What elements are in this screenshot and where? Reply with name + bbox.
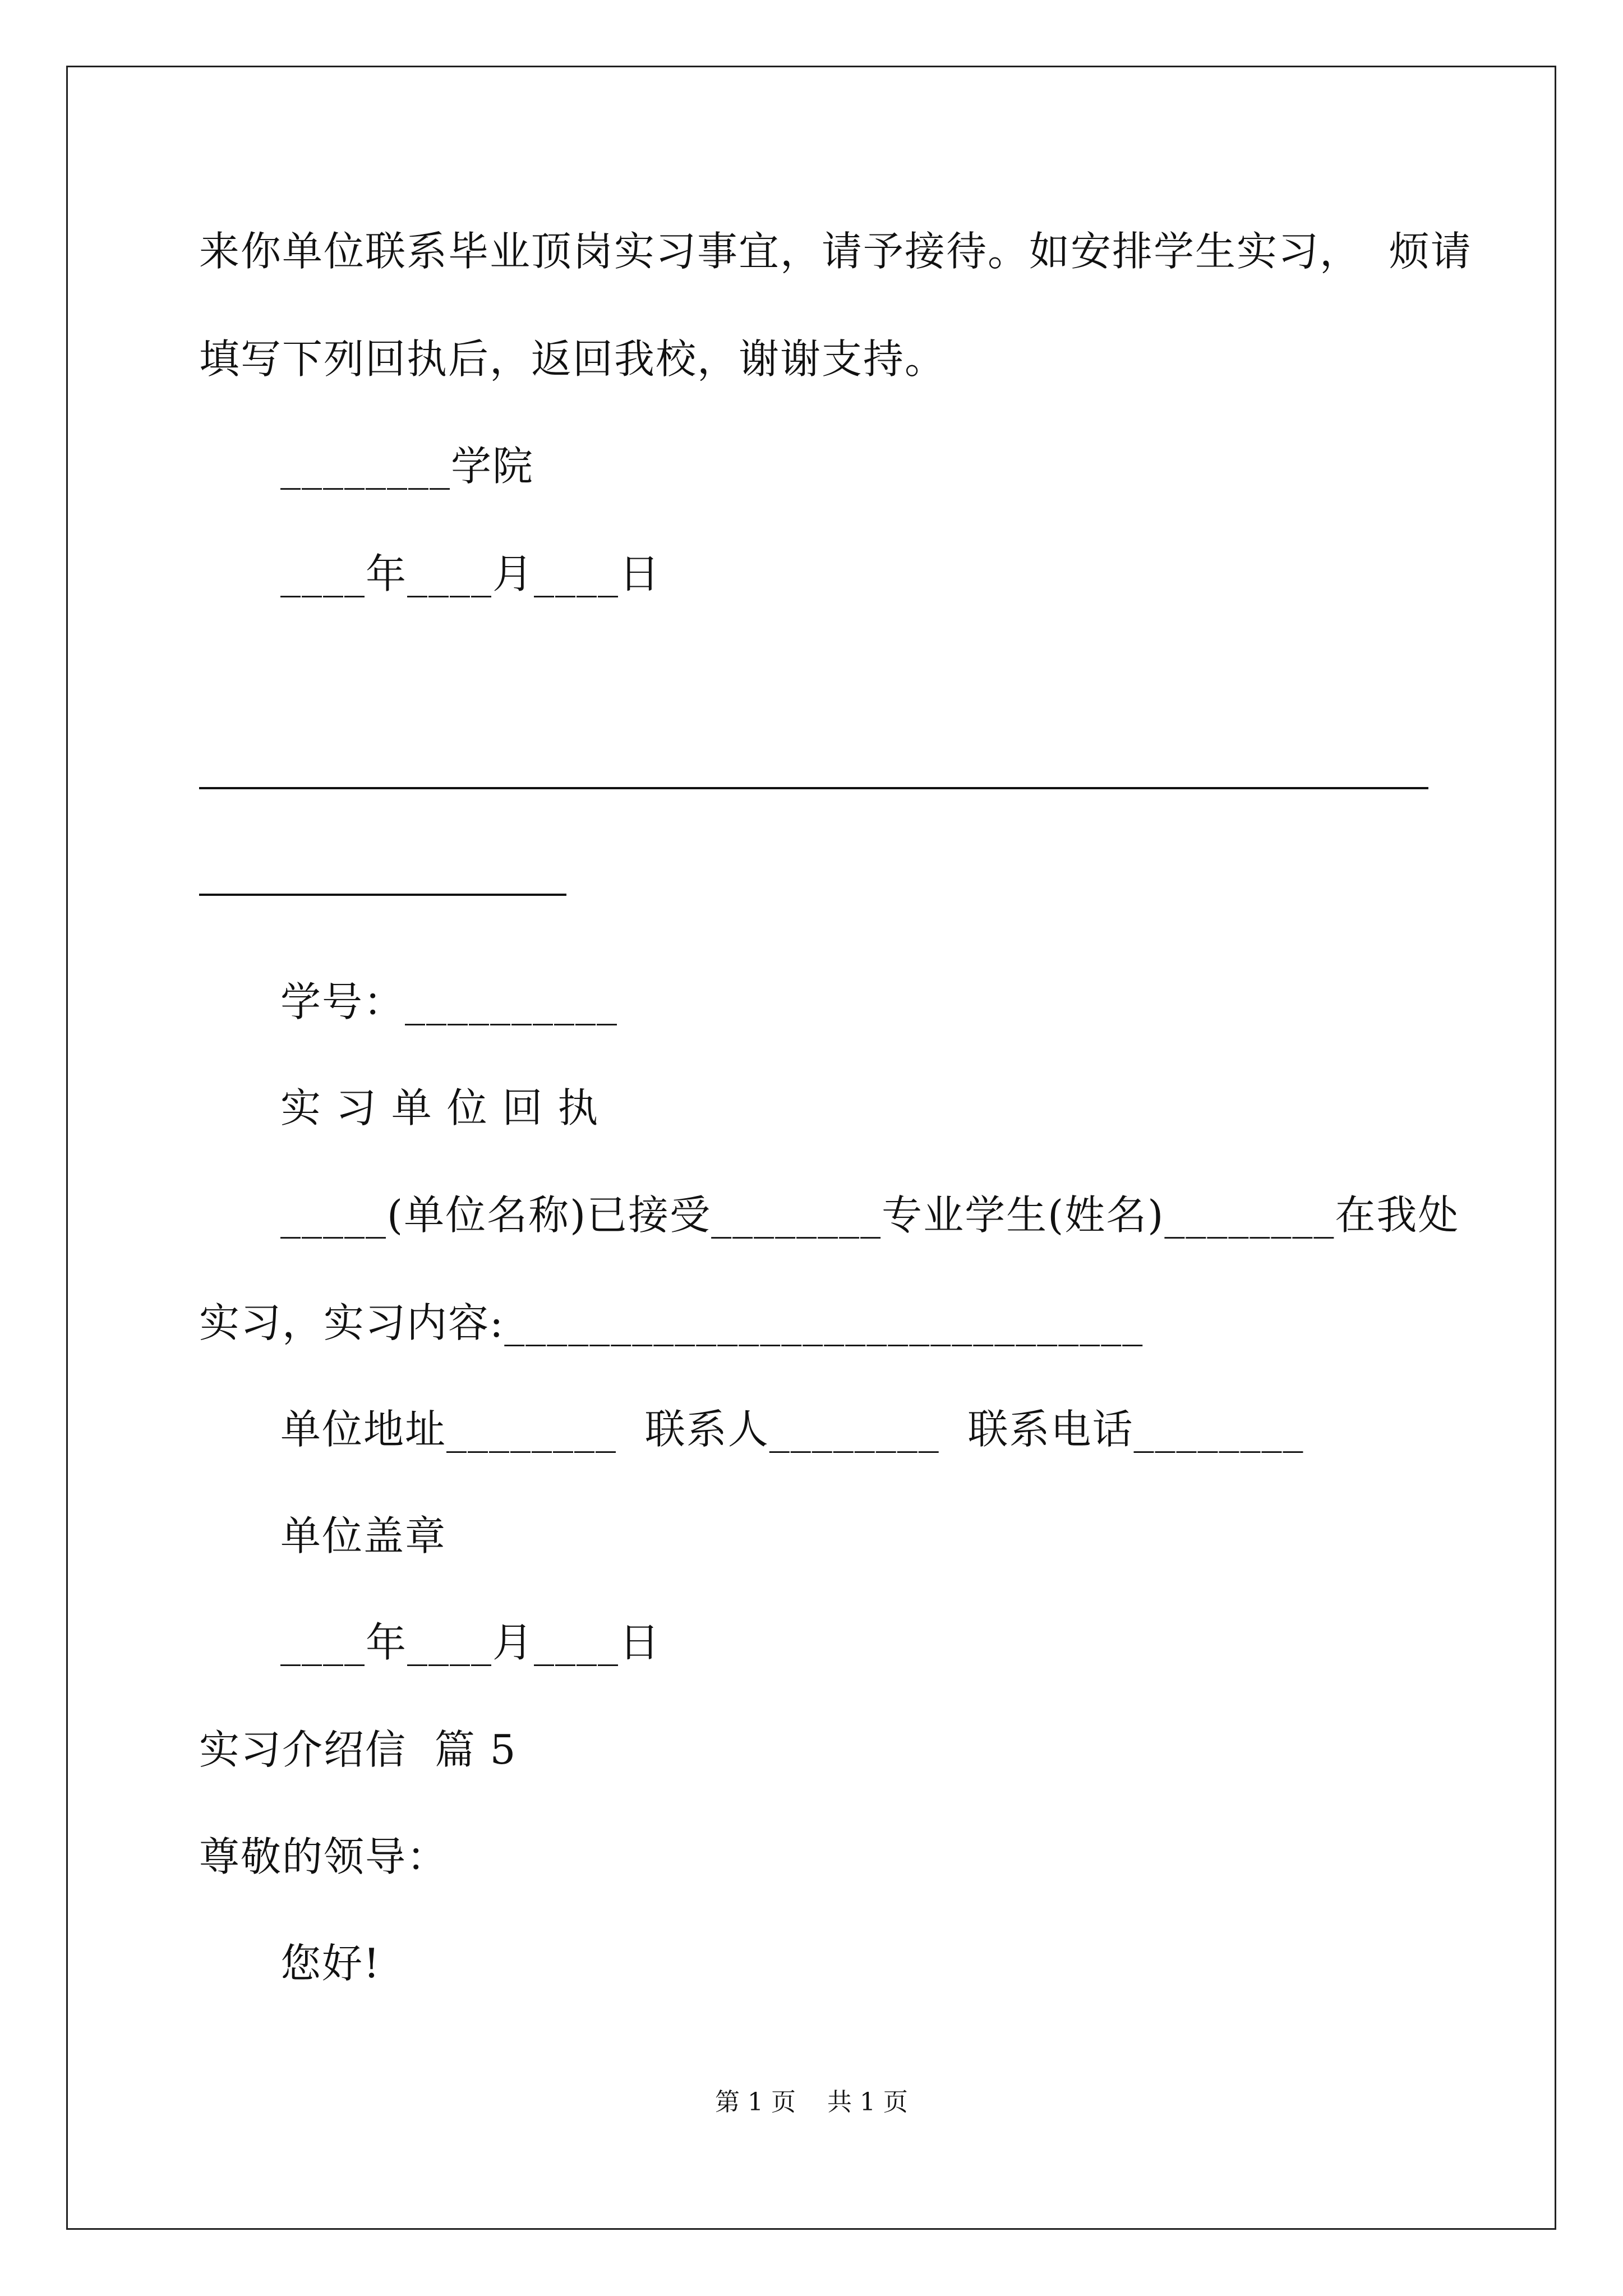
- acceptance-line: _____(单位名称)已接受________专业学生(姓名)________在我处: [280, 1191, 1460, 1239]
- student-id-field: 学号：__________: [280, 978, 619, 1025]
- salutation: 尊敬的领导：: [199, 1833, 449, 1880]
- page-border: [66, 66, 1556, 2230]
- unit-seal-label: 单位盖章: [280, 1512, 447, 1559]
- section-heading: 实习介绍信 篇 5: [199, 1726, 517, 1773]
- paragraph-line-1: 来你单位联系毕业顶岗实习事宜，请予接待。如安排学生实习， 烦请: [199, 228, 1472, 275]
- page-number-footer: 第 1 页 共 1 页: [715, 2088, 908, 2116]
- college-signature-line: ________学院: [280, 443, 534, 490]
- receipt-heading: 实 习 单 位 回 执: [280, 1084, 600, 1131]
- separator-rule-short: [199, 894, 566, 896]
- date-line: ____年____月____日: [280, 550, 661, 597]
- paragraph-line-2: 填写下列回执后，返回我校，谢谢支持。: [199, 335, 947, 383]
- internship-content-line: 实习，实习内容:______________________________: [199, 1299, 1144, 1346]
- contact-info-line: 单位地址________ 联系人________ 联系电话________: [280, 1406, 1304, 1453]
- separator-rule-long: [199, 787, 1428, 789]
- receipt-date-line: ____年____月____日: [280, 1619, 661, 1666]
- greeting: 您好!: [280, 1940, 381, 1987]
